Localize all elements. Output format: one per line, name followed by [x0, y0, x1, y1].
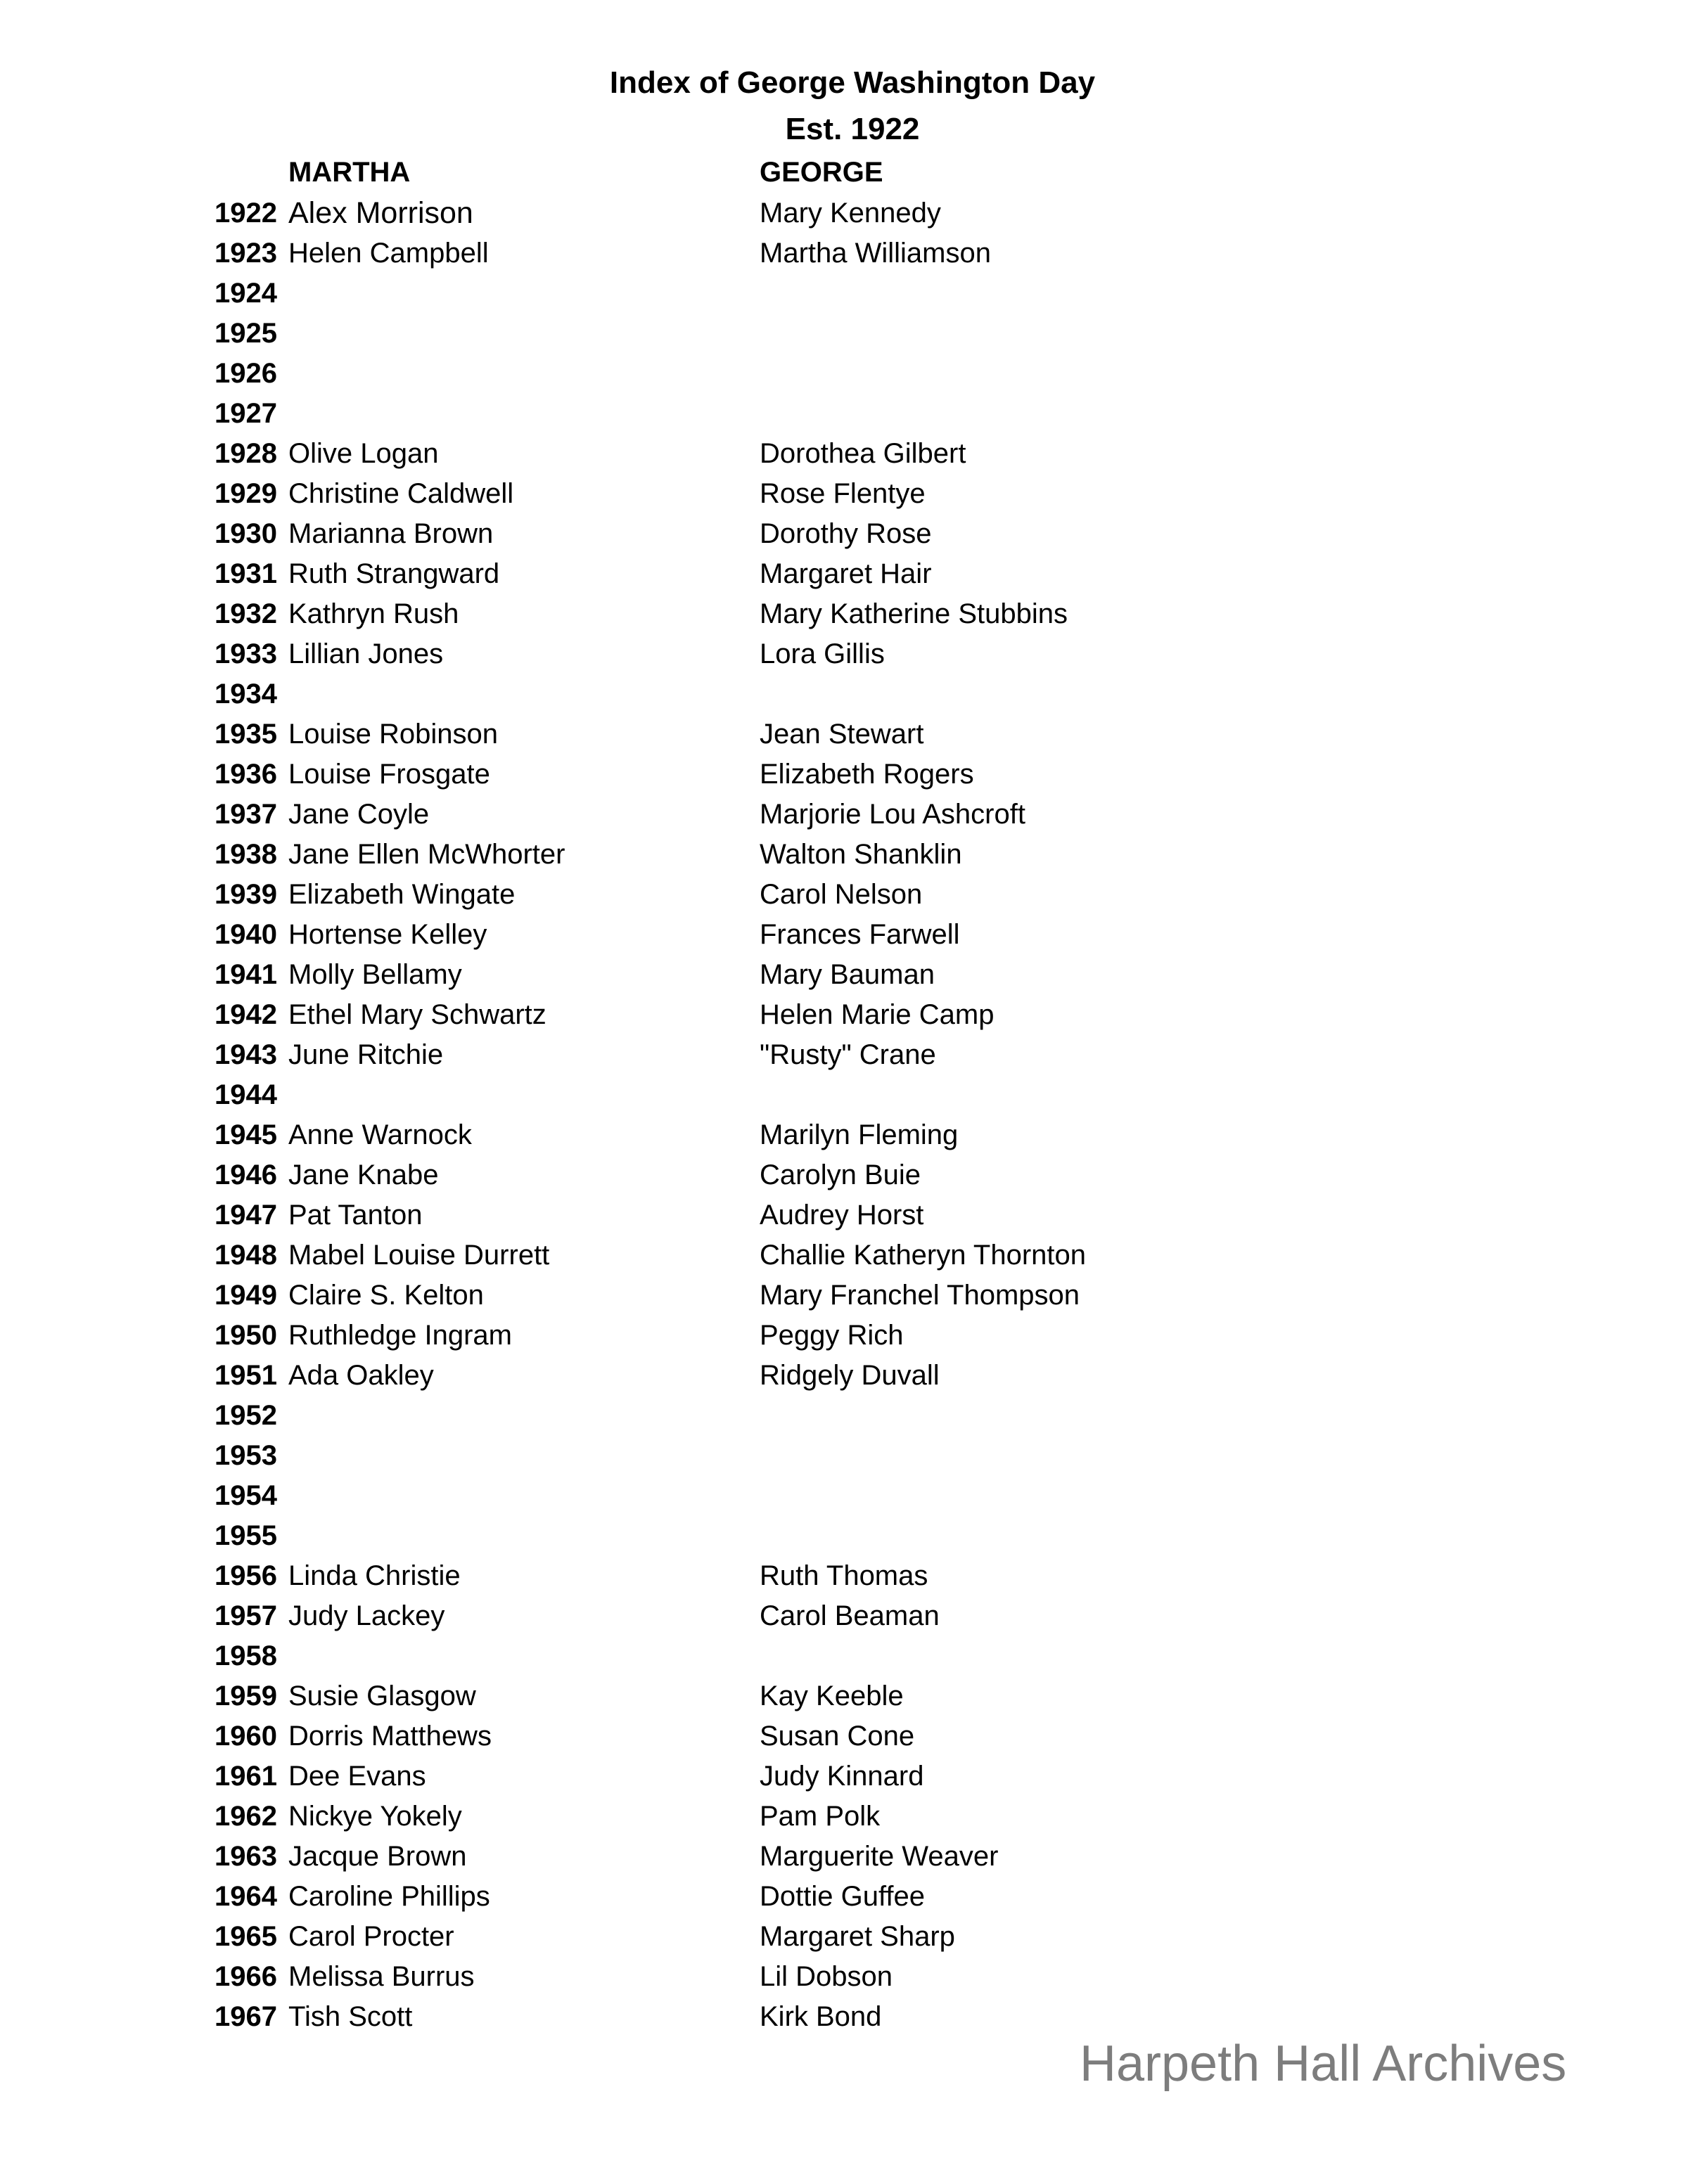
martha-name-cell: Carol Procter	[288, 1921, 454, 1952]
table-row	[0, 1235, 1688, 1276]
martha-name-cell: Ruth Strangward	[288, 558, 500, 589]
table-row	[0, 233, 1688, 274]
martha-name-cell: Nickye Yokely	[288, 1801, 462, 1832]
column-header-george: GEORGE	[760, 157, 883, 188]
george-name-cell: Mary Kennedy	[760, 198, 941, 229]
page-subtitle: Est. 1922	[785, 112, 920, 146]
table-row	[0, 354, 1688, 394]
table-row	[0, 1356, 1688, 1396]
table-row	[0, 1997, 1688, 2037]
martha-name-cell: Linda Christie	[288, 1560, 461, 1591]
table-row	[0, 274, 1688, 314]
george-name-cell: Judy Kinnard	[760, 1761, 924, 1792]
year-cell: 1955	[215, 1520, 277, 1551]
year-cell: 1931	[215, 558, 277, 589]
martha-name-cell: Olive Logan	[288, 438, 439, 469]
table-row	[0, 1716, 1688, 1756]
table-row	[0, 1917, 1688, 1957]
table-row	[0, 314, 1688, 354]
year-cell: 1934	[215, 679, 277, 709]
table-row	[0, 1035, 1688, 1075]
george-name-cell: Susan Cone	[760, 1721, 915, 1752]
table-row	[0, 795, 1688, 835]
martha-name-cell: Ethel Mary Schwartz	[288, 999, 546, 1030]
table-row	[0, 1877, 1688, 1917]
table-row	[0, 1075, 1688, 1115]
george-name-cell: Carol Nelson	[760, 879, 923, 910]
george-name-cell: Challie Katheryn Thornton	[760, 1240, 1086, 1271]
george-name-cell: Peggy Rich	[760, 1320, 904, 1351]
table-row	[0, 1556, 1688, 1596]
george-name-cell: Marilyn Fleming	[760, 1119, 959, 1150]
martha-name-cell: Pat Tanton	[288, 1200, 423, 1231]
martha-name-cell: Lillian Jones	[288, 638, 444, 669]
table-row	[0, 1596, 1688, 1636]
year-cell: 1933	[215, 638, 277, 669]
table-row	[0, 594, 1688, 634]
martha-name-cell: Louise Frosgate	[288, 759, 490, 790]
martha-name-cell: Caroline Phillips	[288, 1881, 490, 1912]
george-name-cell: Carolyn Buie	[760, 1160, 921, 1190]
table-row	[0, 1276, 1688, 1316]
george-name-cell: Frances Farwell	[760, 919, 960, 950]
martha-name-cell: Claire S. Kelton	[288, 1280, 484, 1311]
george-name-cell: Audrey Horst	[760, 1200, 924, 1231]
george-name-cell: Kirk Bond	[760, 2001, 882, 2032]
year-cell: 1939	[215, 879, 277, 910]
george-name-cell: Helen Marie Camp	[760, 999, 995, 1030]
year-cell: 1967	[215, 2001, 277, 2032]
year-cell: 1959	[215, 1681, 277, 1711]
year-cell: 1965	[215, 1921, 277, 1952]
martha-name-cell: Susie Glasgow	[288, 1681, 476, 1711]
year-cell: 1926	[215, 358, 277, 389]
george-name-cell: Kay Keeble	[760, 1681, 904, 1711]
george-name-cell: "Rusty" Crane	[760, 1039, 936, 1070]
index-table	[0, 193, 1688, 2037]
year-cell: 1928	[215, 438, 277, 469]
year-cell: 1929	[215, 478, 277, 509]
year-cell: 1962	[215, 1801, 277, 1832]
year-cell: 1941	[215, 959, 277, 990]
year-cell: 1930	[215, 518, 277, 549]
table-row	[0, 193, 1688, 233]
table-row	[0, 754, 1688, 795]
table-row	[0, 835, 1688, 875]
year-cell: 1927	[215, 398, 277, 429]
george-name-cell: Lil Dobson	[760, 1961, 893, 1992]
year-cell: 1961	[215, 1761, 277, 1792]
george-name-cell: Dottie Guffee	[760, 1881, 925, 1912]
george-name-cell: Jean Stewart	[760, 719, 924, 750]
table-row	[0, 1636, 1688, 1676]
table-row	[0, 634, 1688, 674]
year-cell: 1957	[215, 1600, 277, 1631]
george-name-cell: Carol Beaman	[760, 1600, 940, 1631]
martha-name-cell: Alex Morrison	[288, 196, 473, 230]
martha-name-cell: Jane Knabe	[288, 1160, 439, 1190]
george-name-cell: Margaret Hair	[760, 558, 932, 589]
year-cell: 1940	[215, 919, 277, 950]
george-name-cell: Ruth Thomas	[760, 1560, 928, 1591]
martha-name-cell: Dee Evans	[288, 1761, 426, 1792]
george-name-cell: Mary Bauman	[760, 959, 935, 990]
martha-name-cell: Dorris Matthews	[288, 1721, 492, 1752]
martha-name-cell: Jane Coyle	[288, 799, 430, 830]
martha-name-cell: Melissa Burrus	[288, 1961, 475, 1992]
george-name-cell: Mary Franchel Thompson	[760, 1280, 1080, 1311]
year-cell: 1953	[215, 1440, 277, 1471]
martha-name-cell: Jane Ellen McWhorter	[288, 839, 565, 870]
table-row	[0, 474, 1688, 514]
martha-name-cell: Louise Robinson	[288, 719, 498, 750]
table-row	[0, 1756, 1688, 1797]
martha-name-cell: Anne Warnock	[288, 1119, 472, 1150]
year-cell: 1936	[215, 759, 277, 790]
year-cell: 1925	[215, 318, 277, 349]
archives-watermark: Harpeth Hall Archives	[1080, 2036, 1567, 2092]
year-cell: 1935	[215, 719, 277, 750]
table-row	[0, 674, 1688, 714]
george-name-cell: Mary Katherine Stubbins	[760, 598, 1068, 629]
table-row	[0, 554, 1688, 594]
year-cell: 1945	[215, 1119, 277, 1150]
year-cell: 1944	[215, 1079, 277, 1110]
martha-name-cell: Ruthledge Ingram	[288, 1320, 512, 1351]
george-name-cell: Elizabeth Rogers	[760, 759, 974, 790]
year-cell: 1938	[215, 839, 277, 870]
martha-name-cell: Judy Lackey	[288, 1600, 445, 1631]
year-cell: 1947	[215, 1200, 277, 1231]
table-row	[0, 1837, 1688, 1877]
george-name-cell: Rose Flentye	[760, 478, 926, 509]
year-cell: 1937	[215, 799, 277, 830]
martha-name-cell: Marianna Brown	[288, 518, 494, 549]
george-name-cell: Ridgely Duvall	[760, 1360, 940, 1391]
year-cell: 1956	[215, 1560, 277, 1591]
martha-name-cell: June Ritchie	[288, 1039, 444, 1070]
table-row	[0, 955, 1688, 995]
george-name-cell: Margaret Sharp	[760, 1921, 955, 1952]
george-name-cell: Walton Shanklin	[760, 839, 962, 870]
table-row	[0, 1957, 1688, 1997]
george-name-cell: Marjorie Lou Ashcroft	[760, 799, 1025, 830]
year-cell: 1949	[215, 1280, 277, 1311]
george-name-cell: Dorothy Rose	[760, 518, 932, 549]
table-row	[0, 394, 1688, 434]
table-row	[0, 1476, 1688, 1516]
martha-name-cell: Helen Campbell	[288, 238, 489, 269]
page-title: Index of George Washington Day	[609, 65, 1096, 100]
year-cell: 1952	[215, 1400, 277, 1431]
george-name-cell: Martha Williamson	[760, 238, 991, 269]
martha-name-cell: Mabel Louise Durrett	[288, 1240, 550, 1271]
year-cell: 1932	[215, 598, 277, 629]
year-cell: 1943	[215, 1039, 277, 1070]
table-row	[0, 995, 1688, 1035]
martha-name-cell: Ada Oakley	[288, 1360, 434, 1391]
martha-name-cell: Kathryn Rush	[288, 598, 459, 629]
year-cell: 1960	[215, 1721, 277, 1752]
martha-name-cell: Elizabeth Wingate	[288, 879, 516, 910]
year-cell: 1942	[215, 999, 277, 1030]
george-name-cell: Dorothea Gilbert	[760, 438, 966, 469]
table-row	[0, 434, 1688, 474]
year-cell: 1966	[215, 1961, 277, 1992]
martha-name-cell: Hortense Kelley	[288, 919, 487, 950]
table-row	[0, 1115, 1688, 1155]
table-row	[0, 1396, 1688, 1436]
table-row	[0, 1195, 1688, 1235]
table-row	[0, 1155, 1688, 1195]
year-cell: 1948	[215, 1240, 277, 1271]
year-cell: 1963	[215, 1841, 277, 1872]
year-cell: 1946	[215, 1160, 277, 1190]
martha-name-cell: Molly Bellamy	[288, 959, 462, 990]
year-cell: 1954	[215, 1480, 277, 1511]
table-row	[0, 1516, 1688, 1556]
year-cell: 1964	[215, 1881, 277, 1912]
george-name-cell: Pam Polk	[760, 1801, 881, 1832]
martha-name-cell: Tish Scott	[288, 2001, 413, 2032]
table-row	[0, 915, 1688, 955]
column-header-martha: MARTHA	[288, 157, 411, 188]
table-row	[0, 875, 1688, 915]
year-cell: 1958	[215, 1640, 277, 1671]
george-name-cell: Lora Gillis	[760, 638, 885, 669]
table-row	[0, 514, 1688, 554]
table-row	[0, 1316, 1688, 1356]
year-cell: 1922	[215, 198, 277, 229]
table-row	[0, 1676, 1688, 1716]
martha-name-cell: Jacque Brown	[288, 1841, 467, 1872]
table-row	[0, 1436, 1688, 1476]
martha-name-cell: Christine Caldwell	[288, 478, 514, 509]
table-row	[0, 714, 1688, 754]
year-cell: 1950	[215, 1320, 277, 1351]
george-name-cell: Marguerite Weaver	[760, 1841, 999, 1872]
year-cell: 1924	[215, 278, 277, 309]
table-row	[0, 1797, 1688, 1837]
year-cell: 1923	[215, 238, 277, 269]
year-cell: 1951	[215, 1360, 277, 1391]
